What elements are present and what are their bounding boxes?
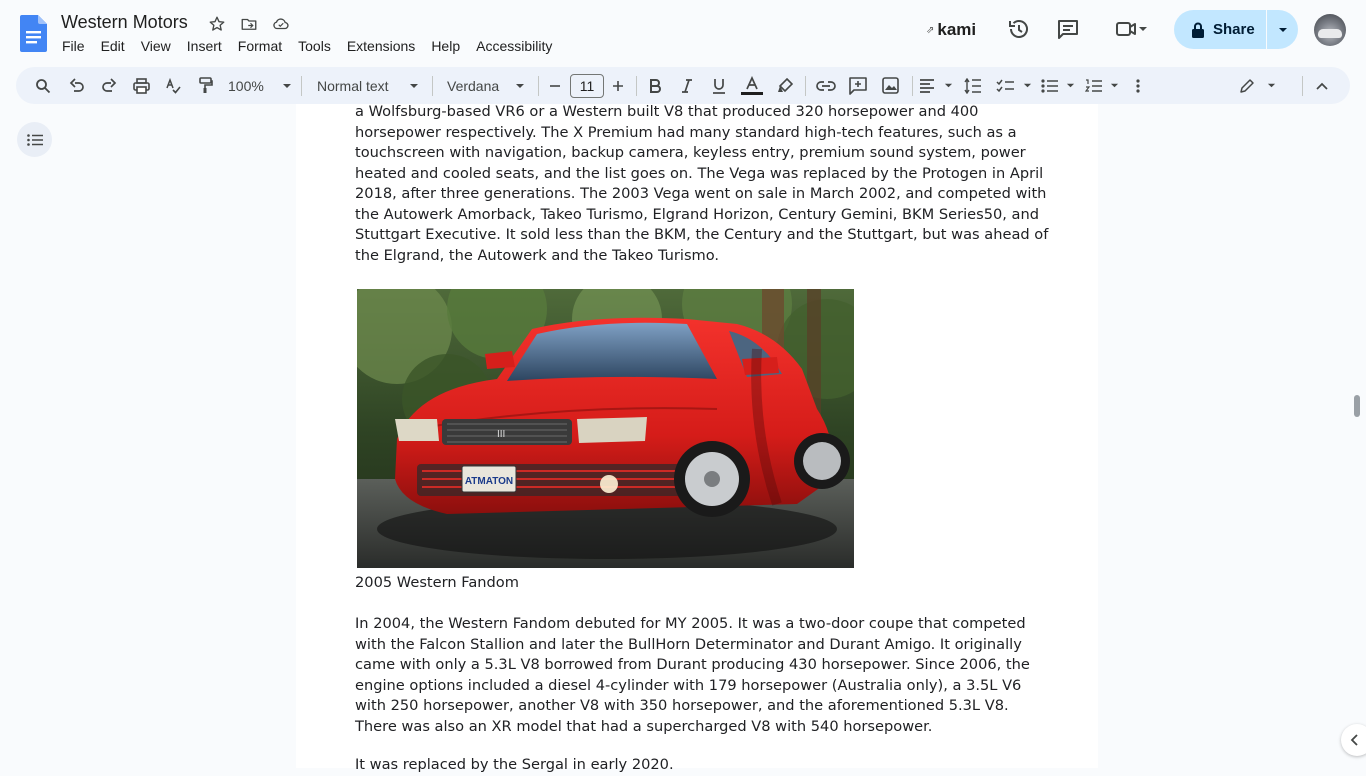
star-icon[interactable] [207,14,227,34]
chevron-down-icon [1066,81,1075,90]
italic-icon[interactable] [676,67,698,104]
menu-tools[interactable]: Tools [298,38,331,54]
numbered-list-select[interactable] [1085,67,1119,104]
chevron-down-icon [515,81,525,91]
account-avatar[interactable] [1314,14,1346,46]
paragraph-style-select[interactable] [317,67,419,104]
menu-extensions[interactable]: Extensions [346,38,416,54]
menu-format[interactable]: Format [237,38,283,54]
external-link-icon: ⇗ [926,24,935,36]
increase-font-size-icon[interactable] [609,67,627,104]
vertical-scrollbar[interactable] [1354,395,1360,417]
body-paragraph[interactable]: It was replaced by the Sergal in early 2020. [355,756,674,773]
redo-icon[interactable] [98,67,120,104]
bulleted-list-icon [1041,79,1058,93]
chevron-down-icon [1267,81,1276,90]
hide-menus-chevron-up-icon[interactable] [1312,67,1332,104]
title-bar [0,0,1366,64]
svg-text:III: III [497,429,506,440]
video-camera-icon [1114,17,1138,41]
line-spacing-icon[interactable] [962,67,984,104]
paint-format-icon[interactable] [194,67,216,104]
chevron-down-icon [1138,24,1148,34]
kami-extension-button[interactable] [926,20,976,40]
version-history-icon[interactable] [1006,16,1032,42]
bold-icon[interactable] [644,67,666,104]
chevron-down-icon [282,81,292,91]
menu-bar [54,37,560,55]
menu-file[interactable]: File [62,38,85,54]
image-caption[interactable]: 2005 Western Fandom [355,574,519,591]
editing-mode-select[interactable] [1240,67,1276,104]
paragraph-style-value: Normal text [317,77,389,94]
toolbar-divider [1302,76,1303,96]
font-family-value: Verdana [447,77,500,94]
menu-accessibility[interactable]: Accessibility [476,38,553,54]
cloud-saved-icon[interactable] [271,14,291,34]
toolbar-divider [636,76,637,96]
spelling-icon[interactable] [162,67,184,104]
undo-icon[interactable] [66,67,88,104]
chevron-left-icon [1350,734,1358,746]
menu-view[interactable]: View [140,38,171,54]
toolbar-divider [912,76,913,96]
car-image[interactable] [357,289,854,568]
kami-label: kami [937,20,977,39]
chevron-down-icon [1110,81,1119,90]
align-left-icon [919,79,935,93]
docs-logo-icon[interactable] [20,15,47,52]
search-menus-icon[interactable] [32,67,54,104]
chevron-down-icon [1023,81,1032,90]
chevron-down-icon [409,81,419,91]
text-color-icon[interactable] [740,67,764,104]
highlight-color-icon[interactable] [774,67,796,104]
pencil-icon [1240,78,1255,93]
font-family-select[interactable] [447,67,525,104]
font-size-input[interactable]: 11 [570,74,604,98]
underline-icon[interactable] [708,67,730,104]
menu-help[interactable]: Help [431,38,461,54]
more-options-icon[interactable] [1128,67,1148,104]
insert-link-icon[interactable] [814,67,838,104]
meet-button[interactable] [1108,16,1154,42]
outline-list-icon [27,134,43,146]
body-paragraph[interactable]: a Wolfsburg-based VR6 or a Western built V8 that produced 320 horsepower and 400 horsepower respectively. The X Premium had many standard high-tech features, such as a touchscreen with navigation, backup camera, keyless entry, premium sound system, power heated and cooled seats, and the list goes on. The Vega was replaced by the Protogen in April 2018, after three generations. The 2003 Vega went on sale in March 2002, and competed with the Autowerk Amorback, Takeo Turismo, Elgrand Horizon, Century Gemini, BKM Series50, and Stuttgart Executive. It sold less than the BKM, the Century and the Stuttgart, but was ahead of the Elgrand, the Autowerk and the Takeo Turismo. [355,103,1049,264]
move-to-folder-icon[interactable] [239,14,259,34]
toolbar-divider [301,76,302,96]
add-comment-icon[interactable] [846,67,870,104]
share-label: Share [1213,21,1255,38]
toolbar-divider [805,76,806,96]
align-select[interactable] [919,67,953,104]
side-panel-toggle[interactable] [1341,724,1366,756]
body-paragraph[interactable]: In 2004, the Western Fandom debuted for MY 2005. It was a two-door coupe that competed with the Falcon Stallion and later the BullHorn Determinator and Durant Amigo. It originally came with only a 5.3L V8 borrowed from Durant producing 430 horsepower. Since 2006, the engine options included a diesel 4-cylinder with 179 horsepower (Australia only), a 3.5L V6 with 250 horsepower, another V8 with 350 horsepower, and the aforementioned 5.3L V8. There was also an XR model that had a supercharged V8 with 540 horsepower. [355,615,1030,735]
toolbar-divider [538,76,539,96]
menu-insert[interactable]: Insert [186,38,222,54]
share-dropdown-icon[interactable] [1267,25,1298,35]
numbered-list-icon [1085,79,1102,93]
document-outline-button[interactable] [17,122,52,157]
license-plate-text: ATMATON [464,476,514,487]
lock-icon [1191,22,1205,38]
document-title[interactable]: Western Motors [61,12,188,32]
checklist-icon [996,79,1014,93]
decrease-font-size-icon[interactable] [546,67,564,104]
comments-icon[interactable] [1055,16,1081,42]
chevron-down-icon [944,81,953,90]
menu-edit[interactable]: Edit [100,38,125,54]
print-icon[interactable] [130,67,152,104]
zoom-value: 100% [228,77,264,94]
zoom-select[interactable] [228,67,292,104]
checklist-select[interactable] [996,67,1032,104]
bulleted-list-select[interactable] [1041,67,1075,104]
share-main[interactable] [1174,10,1266,49]
share-button[interactable] [1174,10,1298,49]
formatting-toolbar [16,67,1350,104]
toolbar-divider [432,76,433,96]
insert-image-icon[interactable] [878,67,902,104]
